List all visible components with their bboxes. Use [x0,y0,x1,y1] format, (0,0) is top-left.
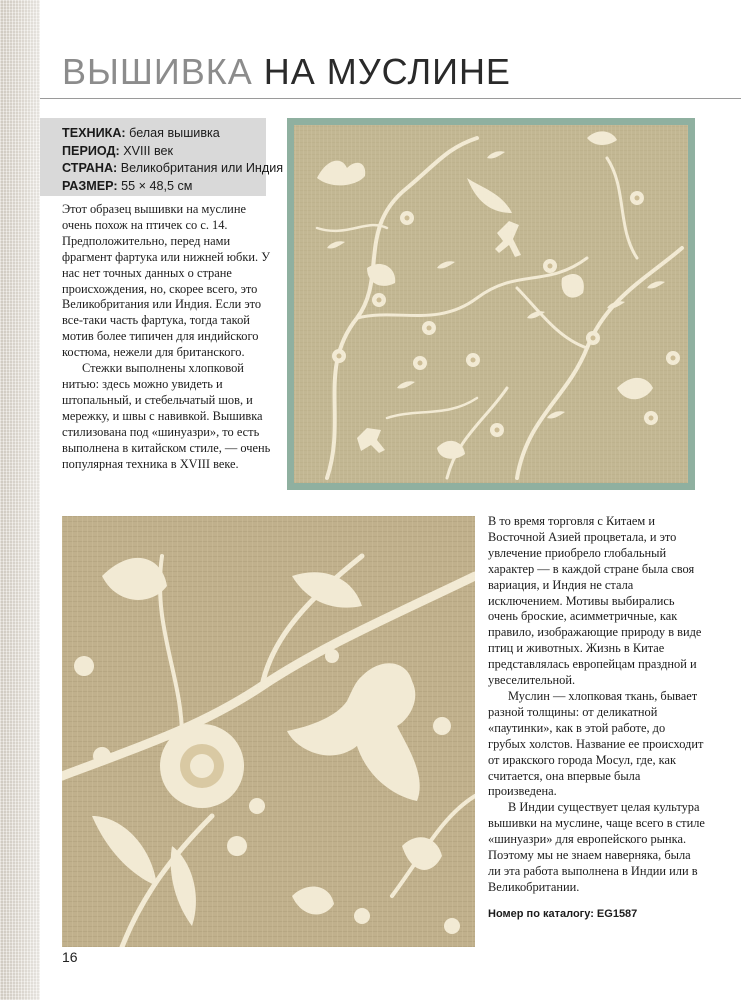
country-value: Великобритания или Индия [120,161,284,175]
info-row-period [62,143,266,161]
info-box [40,118,284,196]
info-row-technique [62,125,266,143]
title-divider [40,98,741,99]
paragraph: Муслин — хлопковая ткань, бывает разной толщины: от деликатной «паутинки», как в этой работе, до грубых холстов. Название ее происходит от иракского города Мосул, где, как считается, она впервые была произведена. [488,688,704,799]
body-text-right [488,514,706,896]
paragraph: Стежки выполнены хлопковой нитью: здесь можно увидеть и штопальный, и стебельчатый шов, и мережку, и швы с навивкой. Вышивка стилизована под «шинуазри», то есть выполнена в китайском стиле, — очень популярная техника в XVIII веке. [62,361,271,471]
title-part-1: ВЫШИВКА [62,51,253,92]
paragraph: В Индии существует целая культура вышивки на муслине, чаще всего в стиле «шинуазри» для европейского рынка. Поэтому мы не знаем наверняка, была ли эта работа выполнена в Индии или в Великобритании. [488,800,705,894]
period-value: XVIII век [123,143,174,158]
embroidery-detail-photo [62,516,475,947]
embroidery-full-panel-photo [287,118,695,490]
catalog-number: Номер по каталогу: EG1587 [488,908,638,920]
page-number: 16 [62,949,78,965]
paragraph: В то время торговля с Китаем и Восточной Азией процветала, и это увлечение приобрело глобальный характер — в каждой стране была своя вариация, и Индия не стала исключением. Мотивы выбирались очень броские, асимметричные, как правило, изображающие природу в виде птиц и животных. Жизнь в Китае представлялась европейцам праздной и увеселительной. [488,514,702,688]
size-value: 55 × 48,5 см [121,178,193,193]
info-row-size [62,178,266,196]
fabric-edge-decoration [0,0,40,1000]
title-part-2: НА МУСЛИНЕ [263,51,511,92]
size-label: РАЗМЕР: [62,178,118,193]
technique-label: ТЕХНИКА: [62,126,126,140]
page-title [62,50,511,94]
technique-value: белая вышивка [129,126,220,140]
body-text-left [62,202,276,472]
info-row-country [62,160,284,178]
period-label: ПЕРИОД: [62,143,120,158]
country-label: СТРАНА: [62,161,118,175]
paragraph: Этот образец вышивки на муслине очень похож на птичек со с. 14. Предположительно, перед нами фрагмент фартука или нижней юбки. У нас нет точных данных о стране происхождения, но, скорее всего, это Великобритания или Индия. Если это все-таки часть фартука, тогда такой мотив более типичен для индийского костюма, нежели для британского. [62,202,270,360]
